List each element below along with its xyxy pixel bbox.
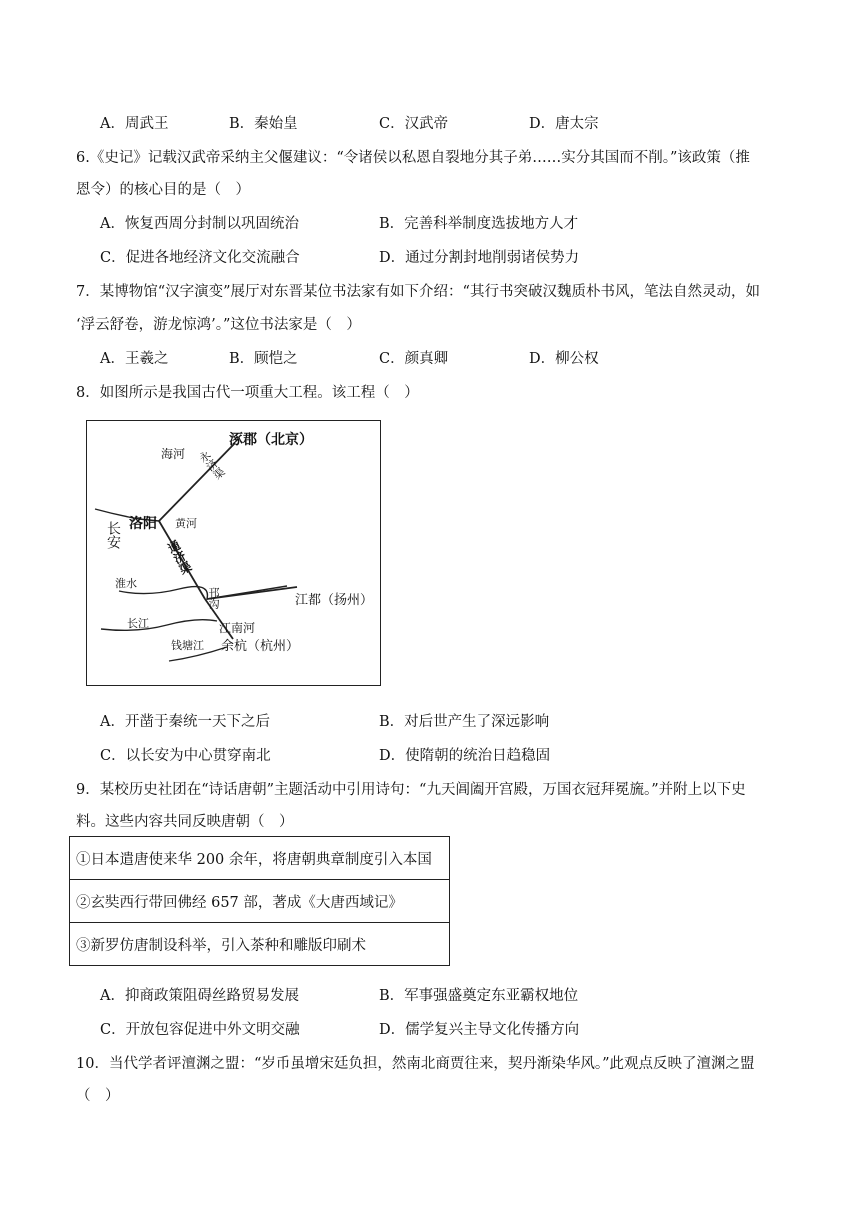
q5-option-d: D．唐太宗 (529, 116, 599, 132)
q8-stem: 8．如图所示是我国古代一项重大工程。该工程（ ） (76, 385, 419, 401)
q9-material-table (69, 836, 450, 966)
q9-material-3: ③新罗仿唐制设科举，引入茶种和雕版印刷术 (70, 923, 450, 966)
q7-option-c: C．颜真卿 (379, 351, 449, 367)
q7-option-d: D．柳公权 (529, 351, 599, 367)
label-jiangdu: 江都（扬州） (295, 593, 374, 608)
q7-option-a: A．王羲之 (100, 351, 169, 367)
q7-stem-line2: ‘浮云舒卷，游龙惊鸿’。”这位书法家是（ ） (76, 317, 361, 333)
q6-stem-line2: 恩令）的核心目的是（ ） (76, 182, 250, 198)
q10-stem-line1: 10．当代学者评澶渊之盟：“岁币虽增宋廷负担，然南北商贾往来，契丹渐染华风。”此观点反映了澶渊之盟 (76, 1056, 755, 1072)
label-jiangnanhe: 江南河 (219, 621, 256, 635)
changjiang-line (101, 620, 217, 631)
q9-option-b: B．军事强盛奠定东亚霸权地位 (379, 988, 579, 1004)
q8-option-a: A．开凿于秦统一天下之后 (100, 714, 270, 730)
label-tongjiqu: 通济渠 (164, 538, 194, 577)
q6-option-a: A．恢复西周分封制以巩固统治 (100, 216, 299, 232)
label-huanghe: 黄河 (175, 517, 197, 530)
label-haihe: 海河 (161, 447, 186, 461)
q10-stem-line2: （ ） (76, 1088, 120, 1104)
label-yuhang: 余杭（杭州） (221, 639, 300, 654)
q9-material-2: ②玄奘西行带回佛经 657 部，著成《大唐西域记》 (70, 880, 450, 923)
label-changjiang: 长江 (127, 617, 149, 630)
q9-stem-line1: 9．某校历史社团在“诗话唐朝”主题活动中引用诗句：“九天阊阖开宫殿，万国衣冠拜冕旒。”并附上以下史 (76, 782, 746, 798)
q7-option-b: B．顾恺之 (229, 351, 298, 367)
q6-stem-line1: 6.《史记》记载汉武帝采纳主父偃建议：“令诸侯以私恩自裂地分其子弟……实分其国而不削。”该政策（推 (76, 150, 750, 166)
q9-stem-line2: 料。这些内容共同反映唐朝（ ） (76, 814, 294, 830)
grand-canal-map (86, 420, 381, 686)
q9-option-c: C．开放包容促进中外文明交融 (100, 1022, 300, 1038)
q6-option-d: D．通过分割封地削弱诸侯势力 (379, 250, 580, 266)
q5-option-c: C．汉武帝 (379, 116, 449, 132)
label-huaishui: 淮水 (115, 577, 137, 590)
q8-option-b: B．对后世产生了深远影响 (379, 714, 550, 730)
label-qiantangjiang: 钱塘江 (171, 639, 204, 652)
q8-option-d: D．使隋朝的统治日趋稳固 (379, 748, 551, 764)
label-luoyang: 洛阳 (129, 516, 157, 532)
label-hangou: 邗沟 (207, 587, 220, 609)
q5-option-a: A．周武王 (100, 116, 169, 132)
q9-option-a: A．抑商政策阻碍丝路贸易发展 (100, 988, 299, 1004)
q8-option-c: C．以长安为中心贯穿南北 (100, 748, 271, 764)
q7-stem-line1: 7．某博物馆“汉字演变”展厅对东晋某位书法家有如下介绍：“其行书突破汉魏质朴书风，笔法自然灵动，如 (76, 284, 760, 300)
q6-option-c: C．促进各地经济文化交流融合 (100, 250, 300, 266)
q6-option-b: B．完善科举制度选拔地方人才 (379, 216, 579, 232)
q9-option-d: D．儒学复兴主导文化传播方向 (379, 1022, 580, 1038)
q5-option-b: B．秦始皇 (229, 116, 298, 132)
label-changan: 长安 (105, 521, 121, 549)
q9-material-1: ①日本遣唐使来华 200 余年，将唐朝典章制度引入本国 (70, 837, 450, 880)
label-yongjiqu: 永济渠 (195, 448, 227, 482)
label-zhuojun: 涿郡（北京） (229, 432, 313, 448)
